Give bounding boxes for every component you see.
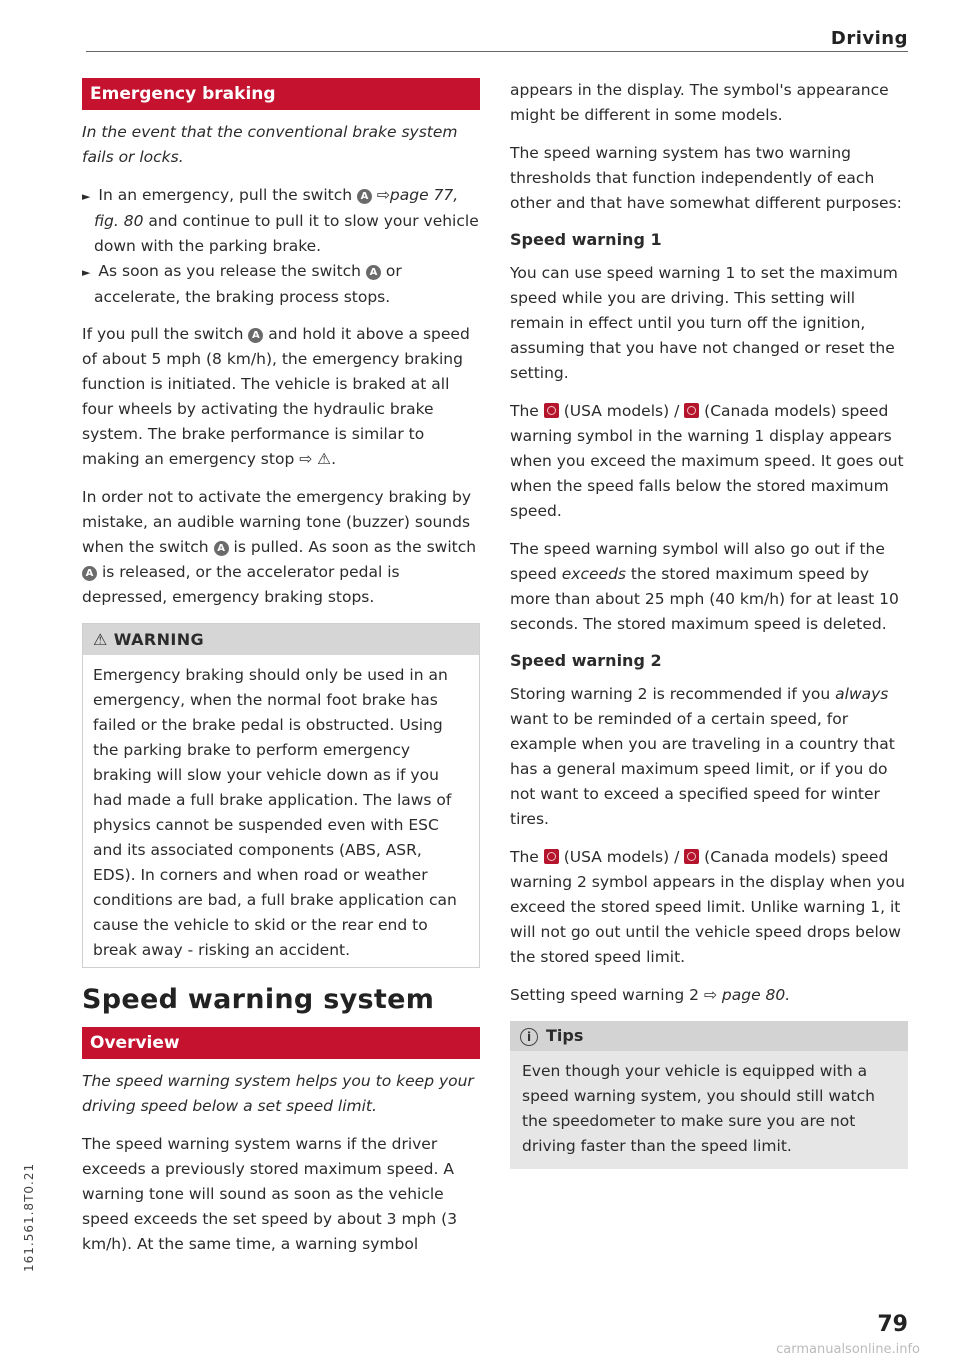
switch-a-icon: A <box>214 541 229 556</box>
overview-heading: Overview <box>82 1027 480 1059</box>
switch-a-icon: A <box>248 328 263 343</box>
speed-warning-1-paragraph-1: You can use speed warning 1 to set the maximum speed while you are driving. This setting will remain in effect until you turn off the ignition, assuming that you have not changed or reset the setting. <box>510 264 898 382</box>
speed-warning-canada-icon <box>684 403 699 418</box>
warning-triangle-icon: ⚠ <box>93 630 108 649</box>
speed-warning-1-paragraph-2: The (USA models) / (Canada models) speed warning symbol in the warning 1 display appears when you exceed the maximum speed. It goes out when the speed falls below the stored maximum speed. <box>510 402 904 520</box>
overview-intro: The speed warning system helps you to keep your driving speed below a set speed limit. <box>82 1072 474 1115</box>
speed-warning-2-heading: Speed warning 2 <box>510 651 662 670</box>
ref-arrow-icon: ⇨ <box>299 450 313 468</box>
header-rule <box>86 51 908 52</box>
speed-warning-1-paragraph-3: The speed warning symbol will also go out if the speed exceeds the stored maximum speed by more than about 25 mph (40 km/h) for at least 10 seconds. The stored maximum speed is deleted. <box>510 540 899 633</box>
emergency-braking-heading: Emergency braking <box>82 78 480 110</box>
tips-box <box>510 1021 908 1169</box>
switch-a-icon: A <box>366 265 381 280</box>
watermark: carmanualsonline.info <box>776 1342 920 1357</box>
right-column <box>510 78 908 1169</box>
emergency-steps-list <box>82 183 480 310</box>
left-column <box>82 78 480 1270</box>
warning-triangle-icon[interactable]: ⚠ <box>317 450 332 468</box>
list-item: ► As soon as you release the switch A or accelerate, the braking process stops. <box>82 262 402 306</box>
tips-header: i Tips <box>510 1021 908 1051</box>
page-reference-link[interactable]: page 80. <box>721 986 791 1004</box>
speed-warning-usa-icon <box>544 403 559 418</box>
warning-header: ⚠ WARNING <box>83 624 479 655</box>
speed-warning-2-paragraph-1: Storing warning 2 is recommended if you always want to be reminded of a certain speed, for example when you are traveling in a country that has a general maximum speed limit, or if you do not want to exceed a specified speed for winter tires. <box>510 685 895 828</box>
switch-a-icon: A <box>82 566 97 581</box>
page-number: 79 <box>877 1312 908 1337</box>
right-paragraph-2: The speed warning system has two warning thresholds that function independently of each other and that have somewhat different purposes: <box>510 144 902 212</box>
page-header-title: Driving <box>830 28 908 49</box>
warning-box <box>82 623 480 968</box>
overview-paragraph: The speed warning system warns if the driver exceeds a previously stored maximum speed. A warning tone will sound as soon as the vehicle speed exceeds the set speed by about 3 mph (3 km/h). At the same time, a warning symbol <box>82 1135 458 1253</box>
ref-arrow-icon: ⇨ <box>376 186 390 204</box>
tips-body: Even though your vehicle is equipped with a speed warning system, you should still watch the speedometer to make sure you are not driving faster than the speed limit. <box>522 1062 875 1155</box>
bullet-icon: ► <box>82 266 91 279</box>
info-icon: i <box>520 1028 538 1046</box>
ref-arrow-icon: ⇨ <box>703 986 717 1004</box>
right-paragraph-1: appears in the display. The symbol's appearance might be different in some models. <box>510 81 889 124</box>
emergency-paragraph-1: If you pull the switch A and hold it above a speed of about 5 mph (8 km/h), the emergency braking function is initiated. The vehicle is braked at all four wheels by activating the hydraulic brake system. The brake performance is similar to making an emergency stop ⇨ ⚠. <box>82 325 470 468</box>
speed-warning-canada-icon <box>684 849 699 864</box>
page-reference-link[interactable]: page 77, fig. 80 <box>94 186 459 230</box>
document-code: 161.561.8T0.21 <box>22 1162 36 1272</box>
emergency-intro: In the event that the conventional brake system fails or locks. <box>82 123 458 166</box>
bullet-icon: ► <box>82 190 91 203</box>
list-item: ► In an emergency, pull the switch A ⇨page 77, fig. 80 and continue to pull it to slow your vehicle down with the parking brake. <box>82 186 479 255</box>
speed-warning-1-heading: Speed warning 1 <box>510 230 662 249</box>
warning-body: Emergency braking should only be used in an emergency, when the normal foot brake has failed or the brake pedal is obstructed. Using the parking brake to perform emergency braking will slow your vehicle down as if you had made a full brake application. The laws of physics cannot be suspended even with ESC and its associated components (ABS, ASR, EDS). In corners and when road or weather conditions are bad, a full brake application can cause the vehicle to skid or the rear end to break away - risking an accident. <box>93 666 457 959</box>
setting-speed-warning-2: Setting speed warning 2 ⇨ page 80. <box>510 986 791 1004</box>
emergency-paragraph-2: In order not to activate the emergency braking by mistake, an audible warning tone (buzzer) sounds when the switch A is pulled. As soon as the switch A is released, or the accelerator pedal is depressed, emergency braking stops. <box>82 488 477 606</box>
switch-a-icon: A <box>357 189 372 204</box>
speed-warning-usa-icon <box>544 849 559 864</box>
section-title: Speed warning system <box>82 984 435 1015</box>
speed-warning-2-paragraph-2: The (USA models) / (Canada models) speed warning 2 symbol appears in the display when you exceed the stored speed limit. Unlike warning 1, it will not go out until the vehicle speed drops below the stored speed limit. <box>510 848 905 966</box>
